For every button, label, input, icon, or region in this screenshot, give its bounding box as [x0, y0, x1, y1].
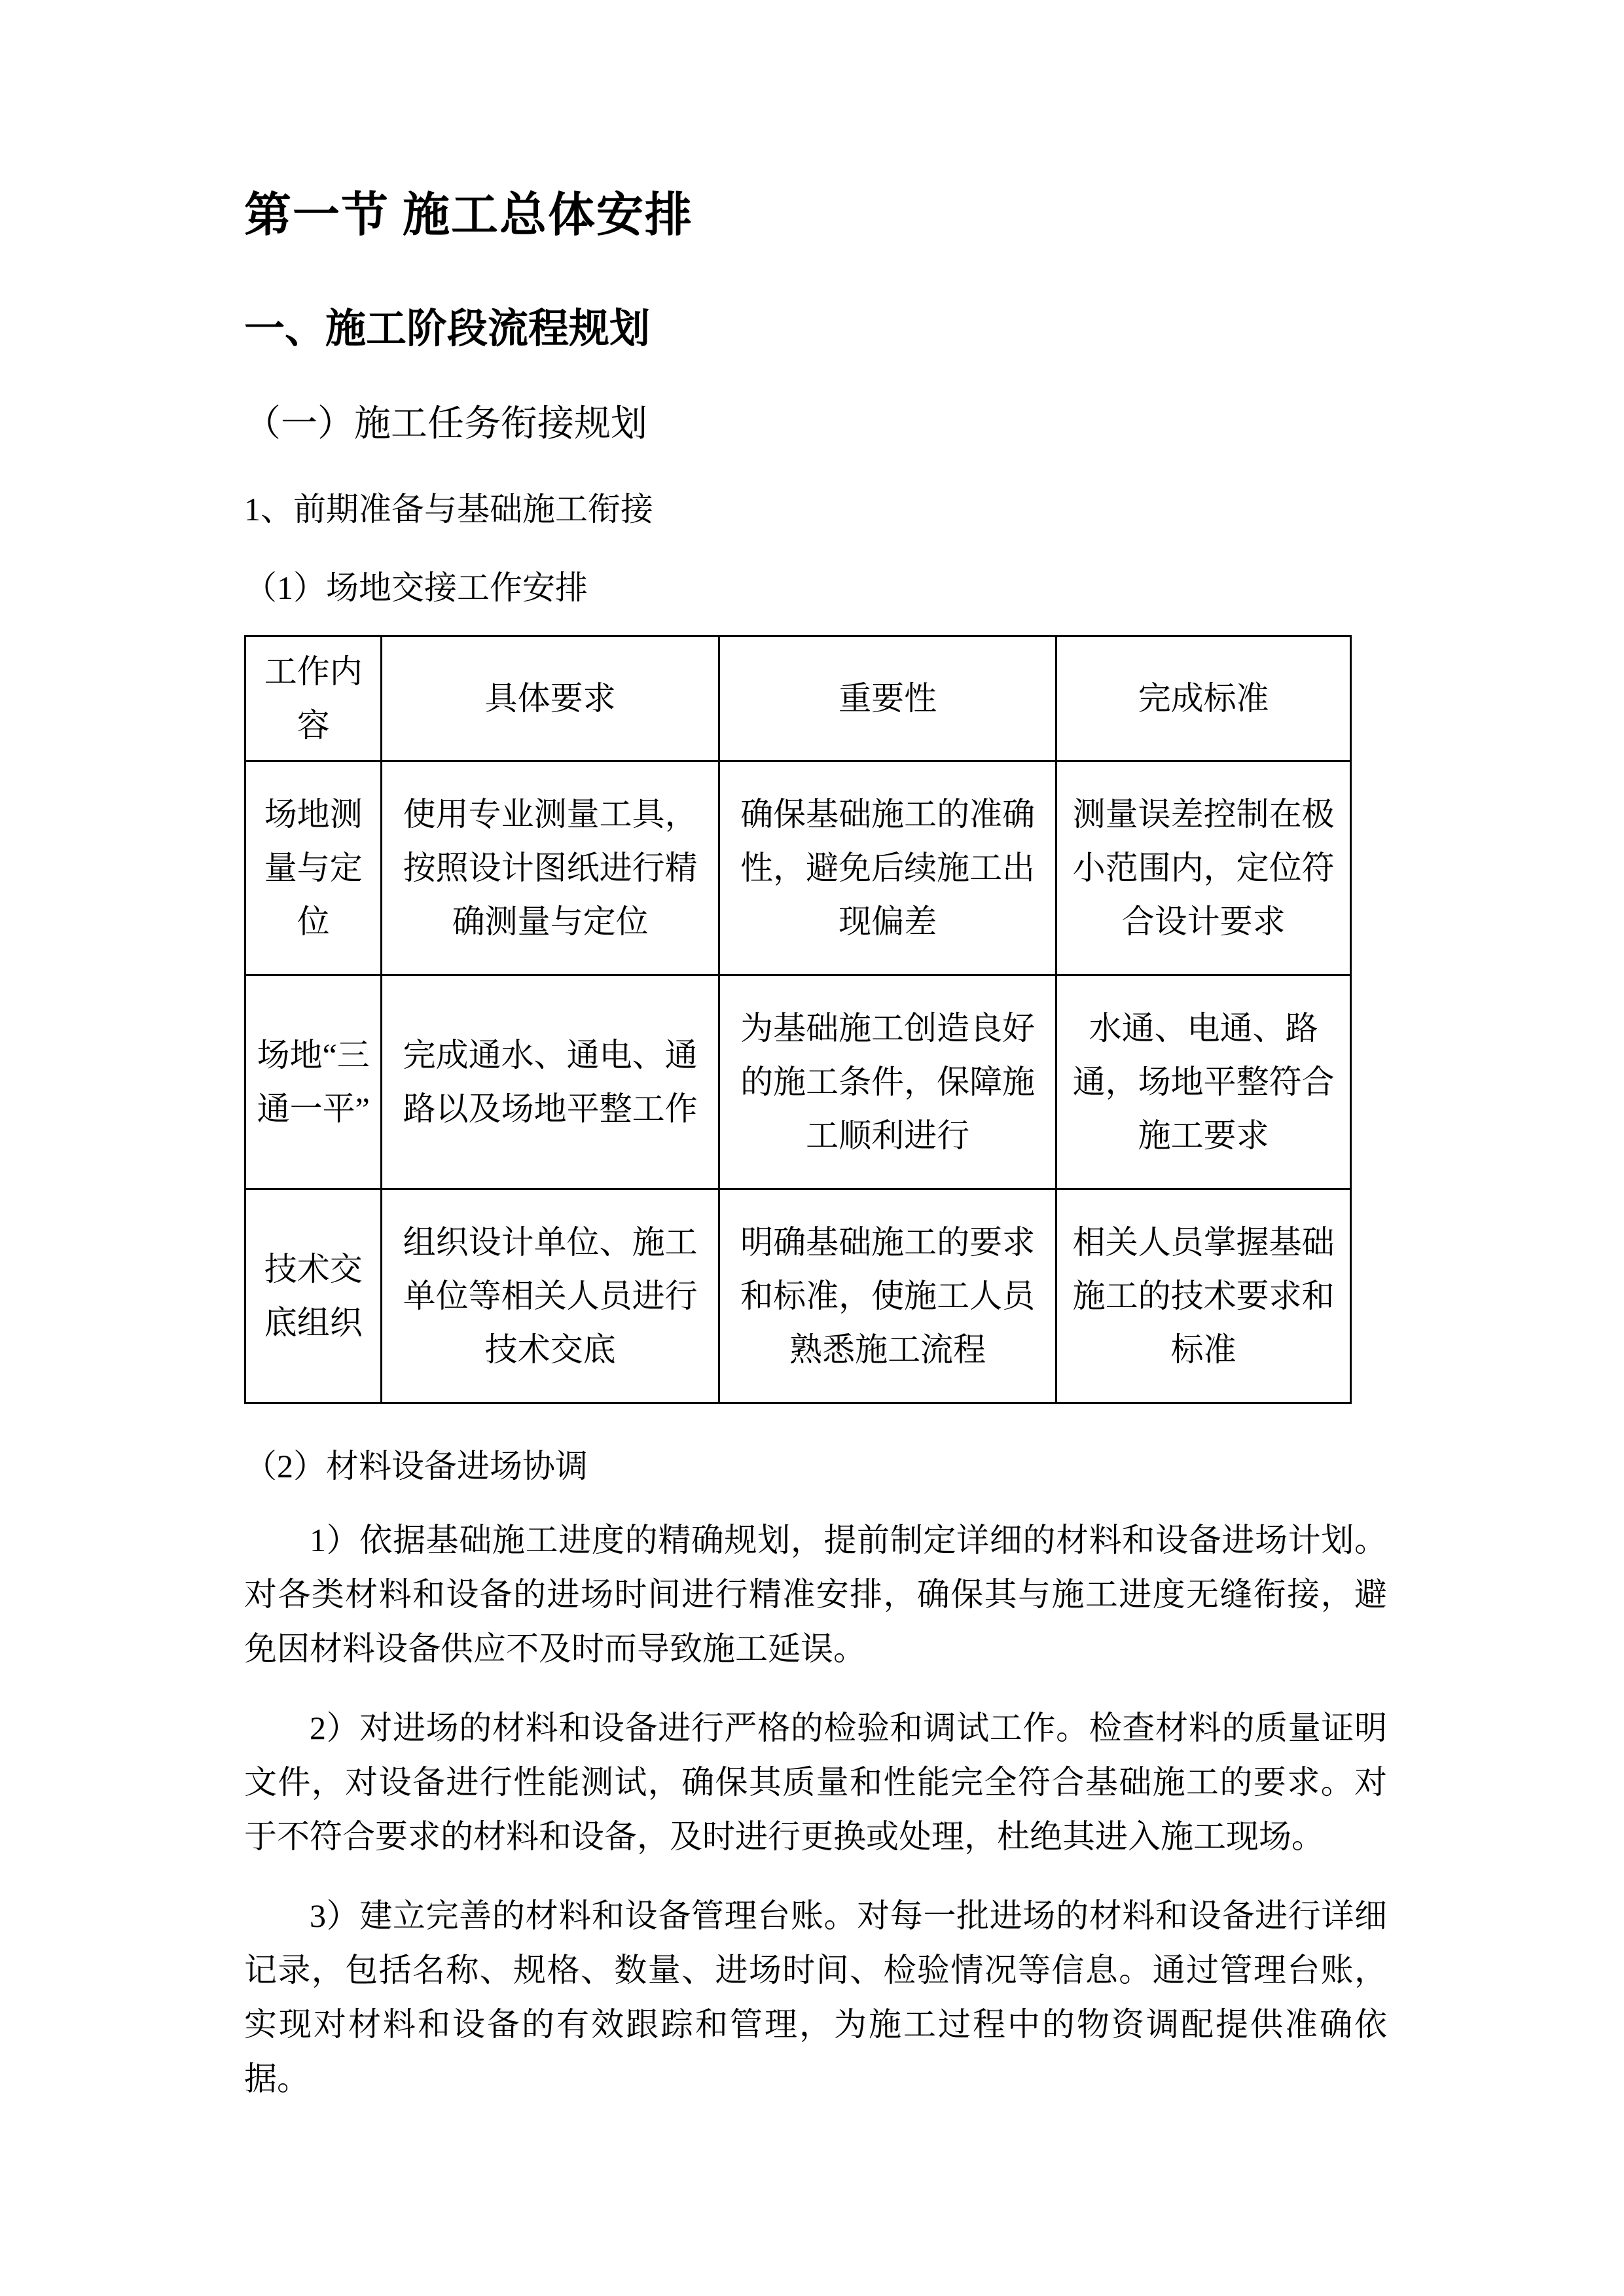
- cell-specific-requirements: 使用专业测量工具，按照设计图纸进行精确测量与定位: [382, 761, 719, 975]
- heading-task-connection: （一）施工任务衔接规划: [244, 404, 647, 444]
- heading-site-handover: （1）场地交接工作安排: [244, 569, 588, 606]
- column-header-importance: 重要性: [719, 636, 1056, 761]
- column-header-specific-requirements: 具体要求: [382, 636, 719, 761]
- cell-completion-standard: 测量误差控制在极小范围内，定位符合设计要求: [1056, 761, 1351, 975]
- paragraph-inspection: 2）对进场的材料和设备进行严格的检验和调试工作。检查材料的质量证明文件，对设备进行性能测试，确保其质量和性能完全符合基础施工的要求。对于不符合要求的材料和设备，及时进行更换或处理，杜绝其进入施工现场。: [244, 1710, 1387, 1855]
- section-title: 第一节 施工总体安排: [244, 189, 694, 242]
- site-handover-table: [244, 635, 1352, 1404]
- table-row: [245, 975, 1351, 1189]
- cell-specific-requirements: 完成通水、通电、通路以及场地平整工作: [382, 975, 719, 1189]
- cell-importance: 确保基础施工的准确性，避免后续施工出现偏差: [719, 761, 1056, 975]
- cell-work-content: 场地测量与定位: [245, 761, 382, 975]
- heading-prep-foundation: 1、前期准备与基础施工衔接: [244, 491, 653, 528]
- cell-completion-standard: 相关人员掌握基础施工的技术要求和标准: [1056, 1189, 1351, 1403]
- table-row: [245, 761, 1351, 975]
- cell-work-content: 技术交底组织: [245, 1189, 382, 1403]
- heading-stage-planning: 一、施工阶段流程规划: [244, 307, 651, 351]
- heading-material-equipment: （2）材料设备进场协调: [244, 1448, 588, 1484]
- cell-importance: 为基础施工创造良好的施工条件，保障施工顺利进行: [719, 975, 1056, 1189]
- paragraph-ledger: 3）建立完善的材料和设备管理台账。对每一批进场的材料和设备进行详细记录，包括名称、规格、数量、进场时间、检验情况等信息。通过管理台账，实现对材料和设备的有效跟踪和管理，为施工过程中的物资调配提供准确依据。: [244, 1897, 1387, 2097]
- cell-completion-standard: 水通、电通、路通，场地平整符合施工要求: [1056, 975, 1351, 1189]
- table-row: [245, 1189, 1351, 1403]
- cell-importance: 明确基础施工的要求和标准，使施工人员熟悉施工流程: [719, 1189, 1056, 1403]
- column-header-completion-standard: 完成标准: [1056, 636, 1351, 761]
- paragraph-material-plan: 1）依据基础施工进度的精确规划，提前制定详细的材料和设备进场计划。对各类材料和设备的进场时间进行精准安排，确保其与施工进度无缝衔接，避免因材料设备供应不及时而导致施工延误。: [244, 1522, 1387, 1667]
- table-header-row: [245, 636, 1351, 761]
- cell-specific-requirements: 组织设计单位、施工单位等相关人员进行技术交底: [382, 1189, 719, 1403]
- column-header-work-content: 工作内容: [245, 636, 382, 761]
- cell-work-content: 场地“三通一平”: [245, 975, 382, 1189]
